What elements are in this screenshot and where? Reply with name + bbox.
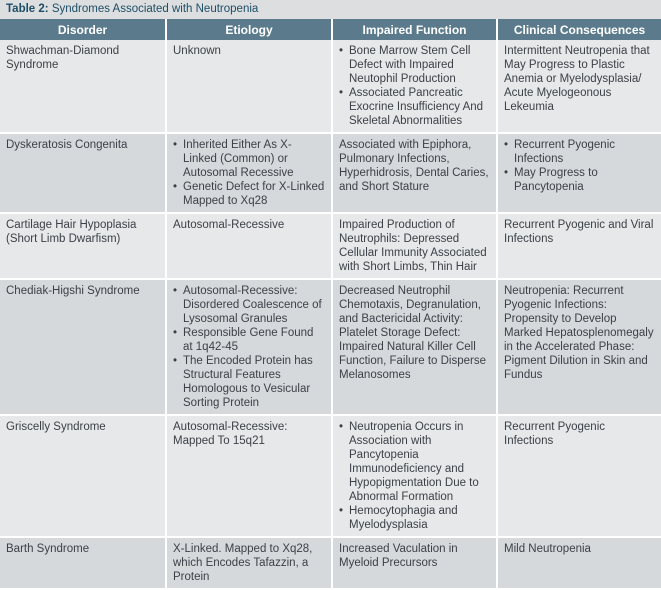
cell-clinical-consequences: [497, 40, 661, 133]
cell-clinical-consequences: [497, 415, 661, 537]
list-item: • Autosomal-Recessive: Disordered Coalescence of Lysosomal Granules: [173, 284, 325, 326]
table-caption: [0, 0, 661, 19]
list-item: • Inherited Either As X-Linked (Common) or Autosomal Recessive: [173, 138, 325, 180]
cell-impaired-function: [332, 279, 497, 415]
cell-etiology: [166, 537, 332, 589]
list-item: • Responsible Gene Found at 1q42-45: [173, 326, 325, 354]
cell-clinical-consequences: [497, 213, 661, 279]
cell-impaired-function: [332, 133, 497, 213]
cell-clinical-consequences-text: Recurrent Pyogenic Infections: [504, 421, 605, 447]
cell-etiology-text: X-Linked. Mapped to Xq28, which Encodes Tafazzin, a Protein: [173, 543, 313, 583]
cell-clinical-consequences-text: Recurrent Pyogenic and Viral Infections: [504, 219, 654, 245]
cell-impaired-function-list: [339, 420, 490, 532]
cell-clinical-consequences-text: Intermittent Neutropenia that May Progress to Plastic Anemia or Myelodysplasia/ Acute Myelogeonous Lekeumia: [504, 45, 650, 113]
list-item: • Recurrent Pyogenic Infections: [504, 138, 655, 166]
list-item: • Genetic Defect for X-Linked Mapped to Xq28: [173, 180, 325, 208]
cell-disorder: Dyskeratosis Congenita: [0, 133, 166, 213]
cell-impaired-function-text: Decreased Neutrophil Chemotaxis, Degranulation, and Bactericidal Activity: Platelet Storage Defect: Impaired Natural Killer Cell Function, Failure to Disperse Melanosomes: [339, 285, 487, 381]
cell-etiology-text: Autosomal-Recessive: Mapped To 15q21: [173, 421, 288, 447]
cell-disorder: Shwachman-Diamond Syndrome: [0, 40, 166, 133]
column-header-clinical-consequences: Clinical Consequences: [497, 19, 661, 40]
cell-etiology: [166, 279, 332, 415]
list-item: • May Progress to Pancytopenia: [504, 166, 655, 194]
list-item: • The Encoded Protein has Structural Features Homologous to Vesicular Sorting Protein: [173, 354, 325, 410]
table-row: [0, 279, 661, 415]
cell-clinical-consequences: [497, 279, 661, 415]
cell-clinical-consequences: [497, 133, 661, 213]
cell-etiology: [166, 40, 332, 133]
cell-disorder: Barth Syndrome: [0, 537, 166, 589]
table-row: [0, 40, 661, 133]
cell-impaired-function-text: Increased Vaculation in Myeloid Precursors: [339, 543, 458, 569]
cell-etiology: [166, 133, 332, 213]
list-item: • Associated Pancreatic Exocrine Insufficiency And Skeletal Abnormalities: [339, 86, 490, 128]
list-item: • Bone Marrow Stem Cell Defect with Impaired Neutophil Production: [339, 44, 490, 86]
table-row: [0, 537, 661, 589]
cell-impaired-function: [332, 537, 497, 589]
cell-impaired-function-text: Impaired Production of Neutrophils: Depressed Cellular Immunity Associated with Short Limbs, Thin Hair: [339, 219, 487, 273]
column-header-disorder: Disorder: [0, 19, 166, 40]
cell-etiology-list: [173, 284, 325, 410]
list-item: • Neutropenia Occurs in Association with Pancytopenia Immunodeficiency and Hypopigmentation Due to Abnormal Formation: [339, 420, 490, 504]
table-row: [0, 213, 661, 279]
cell-clinical-consequences-list: [504, 138, 655, 194]
syndromes-table: [0, 19, 661, 590]
list-item: • Hemocytophagia and Myelodysplasia: [339, 504, 490, 532]
cell-impaired-function: [332, 213, 497, 279]
table-row: [0, 133, 661, 213]
caption-label: Table 2:: [6, 3, 49, 15]
cell-clinical-consequences-text: Mild Neutropenia: [504, 543, 591, 555]
cell-disorder: Chediak-Higshi Syndrome: [0, 279, 166, 415]
cell-etiology-text: Unknown: [173, 45, 221, 57]
cell-clinical-consequences-text: Neutropenia: Recurrent Pyogenic Infections: Propensity to Develop Marked Hepatosplenomegaly in the Accelerated Phase: Pigment Dilution in Skin and Fundus: [504, 285, 654, 381]
caption-title: Syndromes Associated with Neutropenia: [51, 3, 259, 15]
cell-etiology-text: Autosomal-Recessive: [173, 219, 285, 231]
cell-impaired-function-text: Associated with Epiphora, Pulmonary Infections, Hyperhidrosis, Dental Caries, and Short Stature: [339, 139, 489, 193]
cell-etiology-list: [173, 138, 325, 208]
cell-impaired-function: [332, 415, 497, 537]
cell-impaired-function-list: [339, 44, 490, 128]
cell-etiology: [166, 213, 332, 279]
table-row: [0, 415, 661, 537]
cell-impaired-function: [332, 40, 497, 133]
cell-disorder: Cartilage Hair Hypoplasia (Short Limb Dwarfism): [0, 213, 166, 279]
column-header-etiology: Etiology: [166, 19, 332, 40]
header-row: [0, 19, 661, 40]
cell-etiology: [166, 415, 332, 537]
cell-clinical-consequences: [497, 537, 661, 589]
cell-disorder: Griscelly Syndrome: [0, 415, 166, 537]
column-header-impaired-function: Impaired Function: [332, 19, 497, 40]
